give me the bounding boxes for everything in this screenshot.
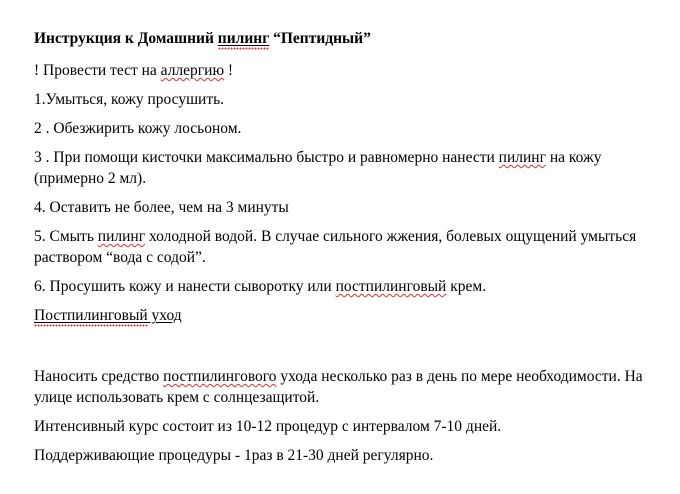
title-prefix: Инструкция к Домашний	[34, 30, 218, 47]
apply-prefix: Наносить средство	[34, 368, 164, 385]
step-6	[34, 276, 656, 298]
step-1: 1.Умыться, кожу просушить.	[34, 91, 225, 108]
apply-suffix: ухода несколько раз в день по мере необходимости. На	[276, 368, 643, 385]
step-3-prefix: 3 . При помощи кисточки максимально быстро и равномерно нанести	[34, 149, 499, 166]
care-suffix: уход	[147, 307, 182, 324]
step-5-prefix: 5. Смыть	[34, 228, 98, 245]
care-heading	[34, 305, 656, 327]
title-spell-word: пилинг	[217, 30, 270, 47]
course-line: Интенсивный курс состоит из 10-12 процедур с интервалом 7-10 дней.	[34, 418, 502, 435]
step-6-suffix: крем.	[446, 278, 487, 295]
step-6-prefix: 6. Просушить кожу и нанести сыворотку или	[34, 278, 336, 295]
step-3	[34, 147, 656, 169]
allergy-test-line	[34, 60, 656, 82]
document-title	[34, 28, 656, 50]
step-3-spell-word: пилинг	[498, 149, 546, 166]
step-6-spell-word: постпилинговый	[335, 278, 447, 295]
step-3-continued: (примерно 2 мл).	[34, 170, 147, 187]
test-prefix: ! Провести тест на	[34, 62, 161, 79]
care-spell-word: Постпилинговый	[34, 307, 148, 324]
step-3-suffix: на кожу	[545, 149, 602, 166]
support-line: Поддерживающие процедуры - 1раз в 21-30 дней регулярно.	[34, 447, 434, 464]
apply-spell-word: постпилингового	[163, 368, 277, 385]
step-5-spell-word: пилинг	[97, 228, 146, 245]
test-spell-word: аллергию	[160, 62, 225, 79]
apply-instructions	[34, 366, 656, 388]
step-2: 2 . Обезжирить кожу лосьоном.	[34, 120, 242, 137]
title-suffix: “Пептидный”	[269, 30, 371, 47]
step-5-suffix: холодной водой. В случае сильного жжения, болевых ощущений умыться	[145, 228, 637, 245]
test-suffix: !	[224, 62, 234, 79]
step-4: 4. Оставить не более, чем на 3 минуты	[34, 199, 289, 216]
apply-instructions-continued: улице использовать крем с солнцезащитой.	[34, 389, 320, 406]
step-5-continued: раствором “вода с содой”.	[34, 249, 206, 266]
step-5	[34, 226, 656, 248]
